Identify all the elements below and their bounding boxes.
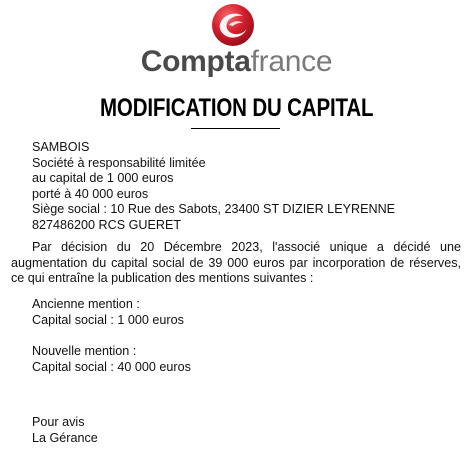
decision-text: Par décision du 20 Décembre 2023, l'associé unique a décidé une augmentation du capital social de 39 000 euros par incorporation de réserves, ce qui entraîne la publication des mentions suivantes : [11,240,461,285]
signature-block [11,415,473,446]
company-name: SAMBOIS [32,140,90,154]
company-form: Société à responsabilité limitée [32,155,206,170]
comptafrance-logo-icon [208,2,258,48]
old-mention-label: Ancienne mention : [32,297,140,311]
company-capital-before: au capital de 1 000 euros [32,171,174,185]
decision-paragraph [11,240,461,287]
page-title: MODIFICATION DU CAPITAL [99,94,374,122]
company-seat: Siège social : 10 Rue des Sabots, 23400 ST DIZIER LEYRENNE [32,202,396,216]
old-mention-value: Capital social : 1 000 euros [32,312,184,327]
title-underline [191,128,280,129]
brand-light: france [250,45,333,78]
company-rcs: 827486200 RCS GUERET [32,217,182,232]
old-mention [11,297,473,328]
new-mention-value: Capital social : 40 000 euros [32,359,191,374]
signature-line-2: La Gérance [32,430,98,445]
title-container [0,94,473,123]
company-details [11,140,473,233]
new-mention [11,344,473,375]
company-capital-after: porté à 40 000 euros [32,186,149,201]
brand-strong: Compta [140,45,251,78]
new-mention-label: Nouvelle mention : [32,344,137,358]
brand-wordmark [0,44,473,80]
signature-line-1: Pour avis [32,415,85,429]
